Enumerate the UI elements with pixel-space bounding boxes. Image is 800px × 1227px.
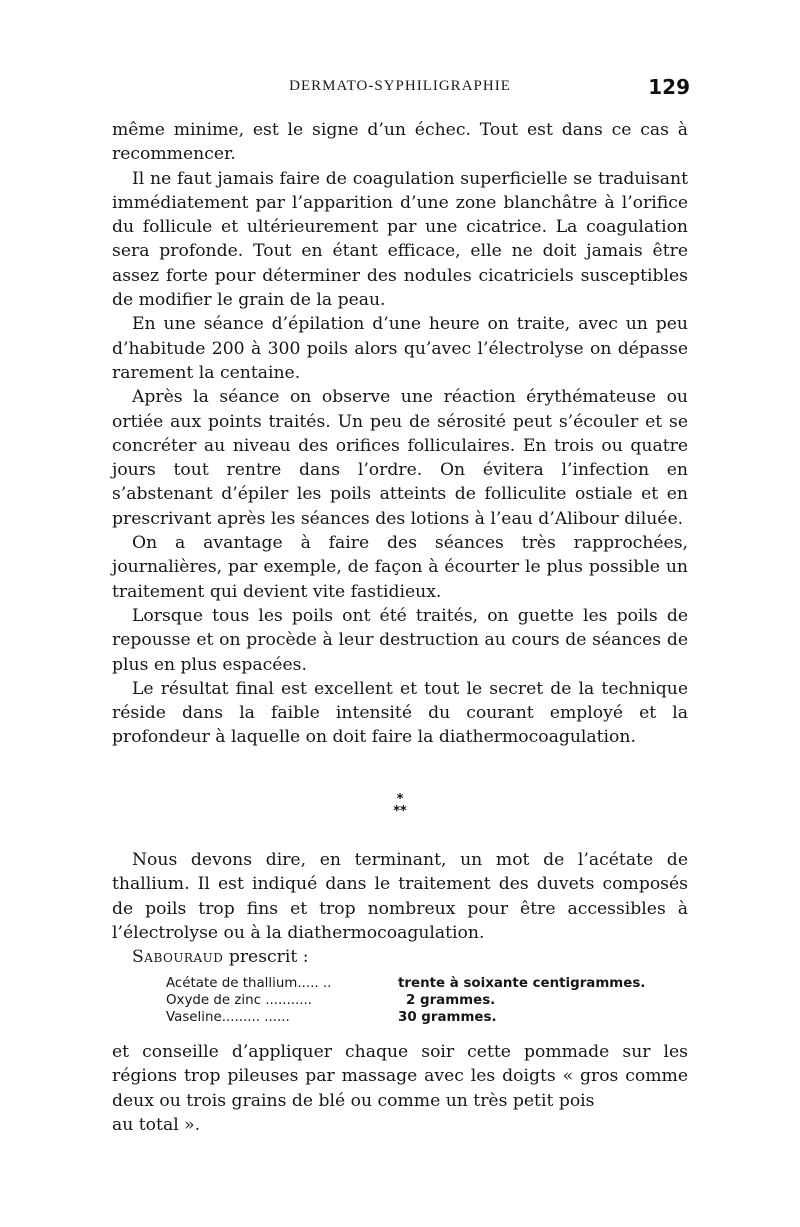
closing-last-line: au total ». [112,1114,201,1135]
paragraph: Après la séance on observe une réaction érythémateuse ou ortiée aux points traités. Un peu de sérosité peut s’écouler et se concréter au niveau des orifices folliculaires. En trois ou quatre jours tout rentre dans l’ordre. On évitera l’infection en s’abstenant d’épiler les poils atteints de folliculite ostiale et en prescrivant après les séances des lotions à l’eau d’Alibour diluée. [112,387,688,529]
running-head [112,75,690,100]
prescription-intro [112,945,688,969]
paragraph: Lorsque tous les poils ont été traités, on guette les poils de repousse et on procède à leur destruction au cours de séances de plus en plus espacées. [112,605,688,675]
page-number: 129 [648,75,690,99]
ingredient: Vaseline......... ...... [166,1010,290,1025]
asterism-separator [0,794,800,818]
closing-section [112,1040,688,1137]
paragraph: Le résultat final est excellent et tout le secret de la technique réside dans la faible intensité du courant employé et la profondeur à laquelle on doit faire la diathermocoagulation. [112,678,688,748]
prescription-row [166,1009,646,1026]
main-text [112,118,688,750]
prescribes-label: prescrit : [228,947,309,968]
asterism-top: * [396,792,404,807]
paragraph: En une séance d’épilation d’une heure on traite, avec un peu d’habitude 200 à 300 poils alors qu’avec l’électrolyse on dépasse rarement la centaine. [112,314,688,383]
prescription-row [166,992,646,1009]
paragraph: même minime, est le signe d’un échec. Tout est dans ce cas à recommencer. [112,120,688,165]
quantity: trente à soixante centigrammes. [398,976,646,991]
quantity: 30 grammes. [398,1010,497,1025]
prescription-table [166,975,646,1026]
prescription-row [166,975,646,992]
asterism-bottom: ** [393,804,407,819]
closing-paragraph: et conseille d’appliquer chaque soir cette pommade sur les régions trop pileuses par massage avec les doigts « gros comme deux ou trois grains de blé ou comme un très petit pois [112,1042,688,1111]
author-name: Sabouraud [132,947,224,968]
paragraph: Nous devons dire, en terminant, un mot de l’acétate de thallium. Il est indiqué dans le traitement des duvets composés de poils trop fins et trop nombreux pour être accessibles à l’électrolyse ou à la diathermocoagulation. [112,850,688,943]
ingredient: Oxyde de zinc ........... [166,993,313,1008]
paragraph: Il ne faut jamais faire de coagulation superficielle se traduisant immédiatement par l’apparition d’une zone blanchâtre à l’orifice du follicule et ultérieurement par une cicatrice. La coagulation sera profonde. Tout en étant efficace, elle ne doit jamais être assez forte pour déterminer des nodules cicatriciels susceptibles de modifier le grain de la peau. [112,168,688,311]
running-title: DERMATO-SYPHILIGRAPHIE [289,78,511,94]
quantity: 2 grammes. [406,993,496,1008]
thallium-section [112,848,688,969]
paragraph: On a avantage à faire des séances très rapprochées, journalières, par exemple, de façon à écourter le plus possible un traitement qui devient vite fastidieux. [112,533,688,602]
ingredient: Acétate de thallium..... .. [166,976,332,991]
